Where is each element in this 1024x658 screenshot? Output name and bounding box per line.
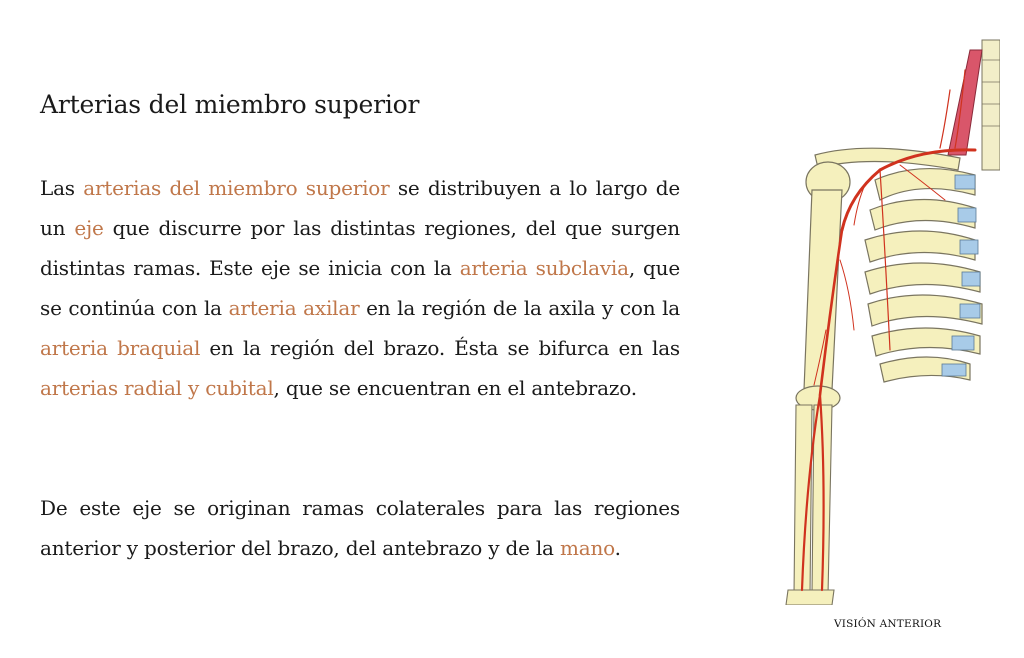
text-segment: en la región del brazo. Ésta se bifurca en las bbox=[200, 336, 680, 360]
figure-caption: VISIÓN ANTERIOR bbox=[834, 618, 942, 630]
paragraph-intro bbox=[40, 168, 680, 408]
anatomy-illustration bbox=[770, 30, 1000, 605]
text-segment: se distribuyen a lo largo de un bbox=[40, 176, 680, 240]
text-segment: , que se encuentran en el antebrazo. bbox=[273, 376, 637, 400]
text-segment: . bbox=[614, 536, 621, 560]
paragraph-collateral bbox=[40, 488, 680, 568]
page-title: Arterias del miembro superior bbox=[40, 90, 420, 119]
vertebral-column bbox=[982, 40, 1000, 170]
wrist bbox=[786, 590, 834, 605]
highlight-term-arteria-braquial[interactable]: arteria braquial bbox=[40, 336, 201, 360]
text-segment: en la región de la axila y con la bbox=[359, 296, 680, 320]
text-segment: Las bbox=[40, 176, 84, 200]
highlight-term-mano[interactable]: mano bbox=[559, 536, 615, 560]
highlight-term-arteria-subclavia[interactable]: arteria subclavia bbox=[459, 256, 629, 280]
text-segment: De este eje se originan ramas colaterales para las regiones anterior y posterior del brazo, del antebrazo y de la bbox=[40, 496, 680, 560]
highlight-term-arterias-miembro-superior[interactable]: arterias del miembro superior bbox=[83, 176, 390, 200]
highlight-term-eje[interactable]: eje bbox=[74, 216, 104, 240]
neck-muscle bbox=[948, 50, 982, 155]
highlight-term-arteria-axilar[interactable]: arteria axilar bbox=[228, 296, 360, 320]
text-segment: que discurre por las distintas regiones, del que surgen distintas ramas. Este eje se inicia con la bbox=[40, 216, 680, 280]
text-segment: , que se continúa con la bbox=[40, 256, 680, 320]
highlight-term-arterias-radial-cubital[interactable]: arterias radial y cubital bbox=[40, 376, 274, 400]
